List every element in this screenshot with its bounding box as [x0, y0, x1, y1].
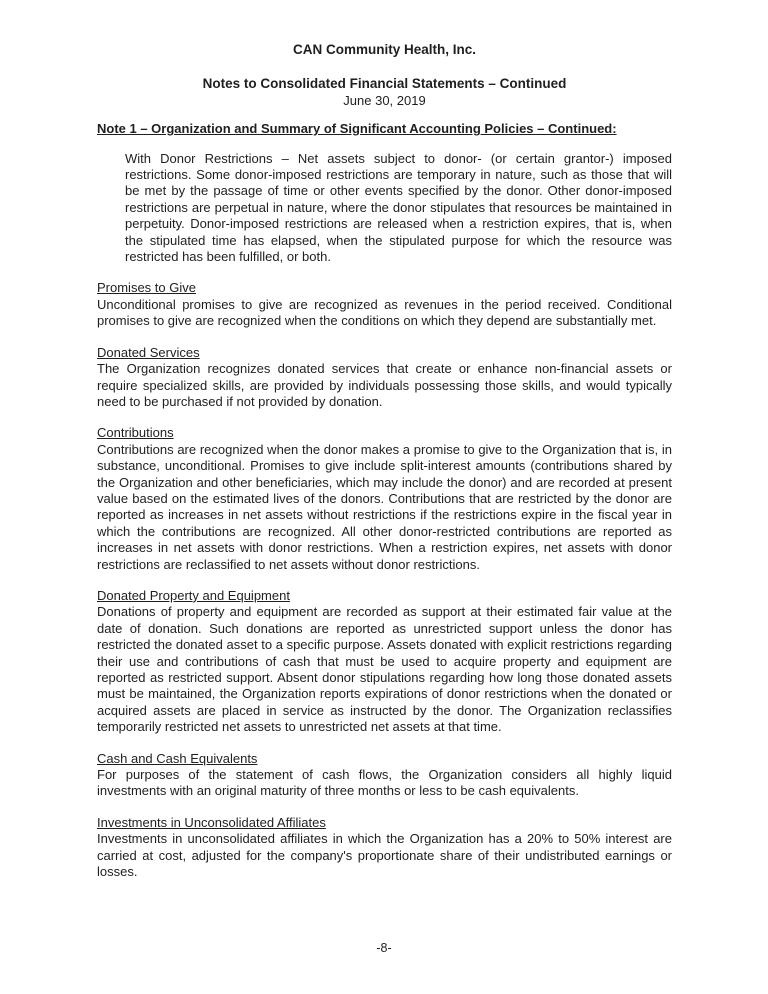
section-body: Donations of property and equipment are recorded as support at their estimated fair value at the date of donation. Such donations are reported as unrestricted support unless the donor has restricted the donated asset to a specific purpose. Assets donated with explicit restrictions regarding their use and contributions of cash that must be used to acquire property and equipment are reported as restricted support. Absent donor stipulations regarding how long those donated assets must be maintained, the Organization reports expirations of donor restrictions when the donated or acquired assets are placed in service as instructed by the donor. The Organization reclassifies temporarily restricted net assets to unrestricted net assets at that time.: [97, 604, 672, 735]
section-body: Investments in unconsolidated affiliates in which the Organization has a 20% to 50% interest are carried at cost, adjusted for the company's proportionate share of their undistributed earnings or losses.: [97, 831, 672, 880]
section-heading: Donated Services: [97, 344, 200, 360]
section-body: The Organization recognizes donated services that create or enhance non-financial assets or require specialized skills, are provided by individuals possessing those skills, and would typically need to be purchased if not provided by donation.: [97, 361, 672, 409]
section-contributions: [97, 425, 672, 573]
intro-paragraph: With Donor Restrictions – Net assets subject to donor- (or certain grantor-) imposed restrictions. Some donor-imposed restrictions are temporary in nature, such as those that will be met by the passage of time or other events specified by the donor. Other donor-imposed restrictions are perpetual in nature, where the donor stipulates that resources be maintained in perpetuity. Donor-imposed restrictions are released when a restriction expires, that is, when the stipulated time has elapsed, when the stipulated purpose for which the resource was restricted has been fulfilled, or both.: [125, 150, 672, 265]
section-heading: Cash and Cash Equivalents: [97, 750, 258, 766]
section-body: Unconditional promises to give are recognized as revenues in the period received. Conditional promises to give are recognized when the conditions on which they depend are substantially met.: [97, 296, 672, 329]
section-body: For purposes of the statement of cash flows, the Organization considers all highly liquid investments with an original maturity of three months or less to be cash equivalents.: [97, 767, 672, 799]
section-cash-and-cash-equivalents: [97, 751, 672, 800]
section-donated-services: [97, 345, 672, 411]
section-donated-property-and-equipment: [97, 588, 672, 736]
document-title: CAN Community Health, Inc.: [292, 42, 476, 57]
page-number: -8-: [376, 940, 392, 955]
document-date: June 30, 2019: [343, 92, 426, 108]
note-heading: Note 1 – Organization and Summary of Significant Accounting Policies – Continued:: [97, 121, 617, 137]
section-investments-in-unconsolidated-affiliates: [97, 815, 672, 881]
section-promises-to-give: [97, 280, 672, 329]
section-heading: Contributions: [97, 425, 174, 441]
section-body: Contributions are recognized when the donor makes a promise to give to the Organization that is, in substance, unconditional. Promises to give include split-interest amounts (contributions shared by the Organization and other beneficiaries, which may include the donor) and are recorded at present value based on the estimated lives of the donors. Contributions that are restricted by the donor are reported as increases in net assets without restrictions if the restrictions expire in the fiscal year in which the contributions are recognized. All other donor-restricted contributions are reported as increases in net assets with donor restrictions. When a restriction expires, net assets with donor restrictions are reclassified to net assets without donor restrictions.: [97, 441, 672, 572]
document-subtitle: Notes to Consolidated Financial Statements – Continued: [202, 76, 567, 92]
section-heading: Promises to Give: [97, 280, 196, 296]
section-heading: Donated Property and Equipment: [97, 587, 290, 603]
section-heading: Investments in Unconsolidated Affiliates: [97, 814, 326, 830]
